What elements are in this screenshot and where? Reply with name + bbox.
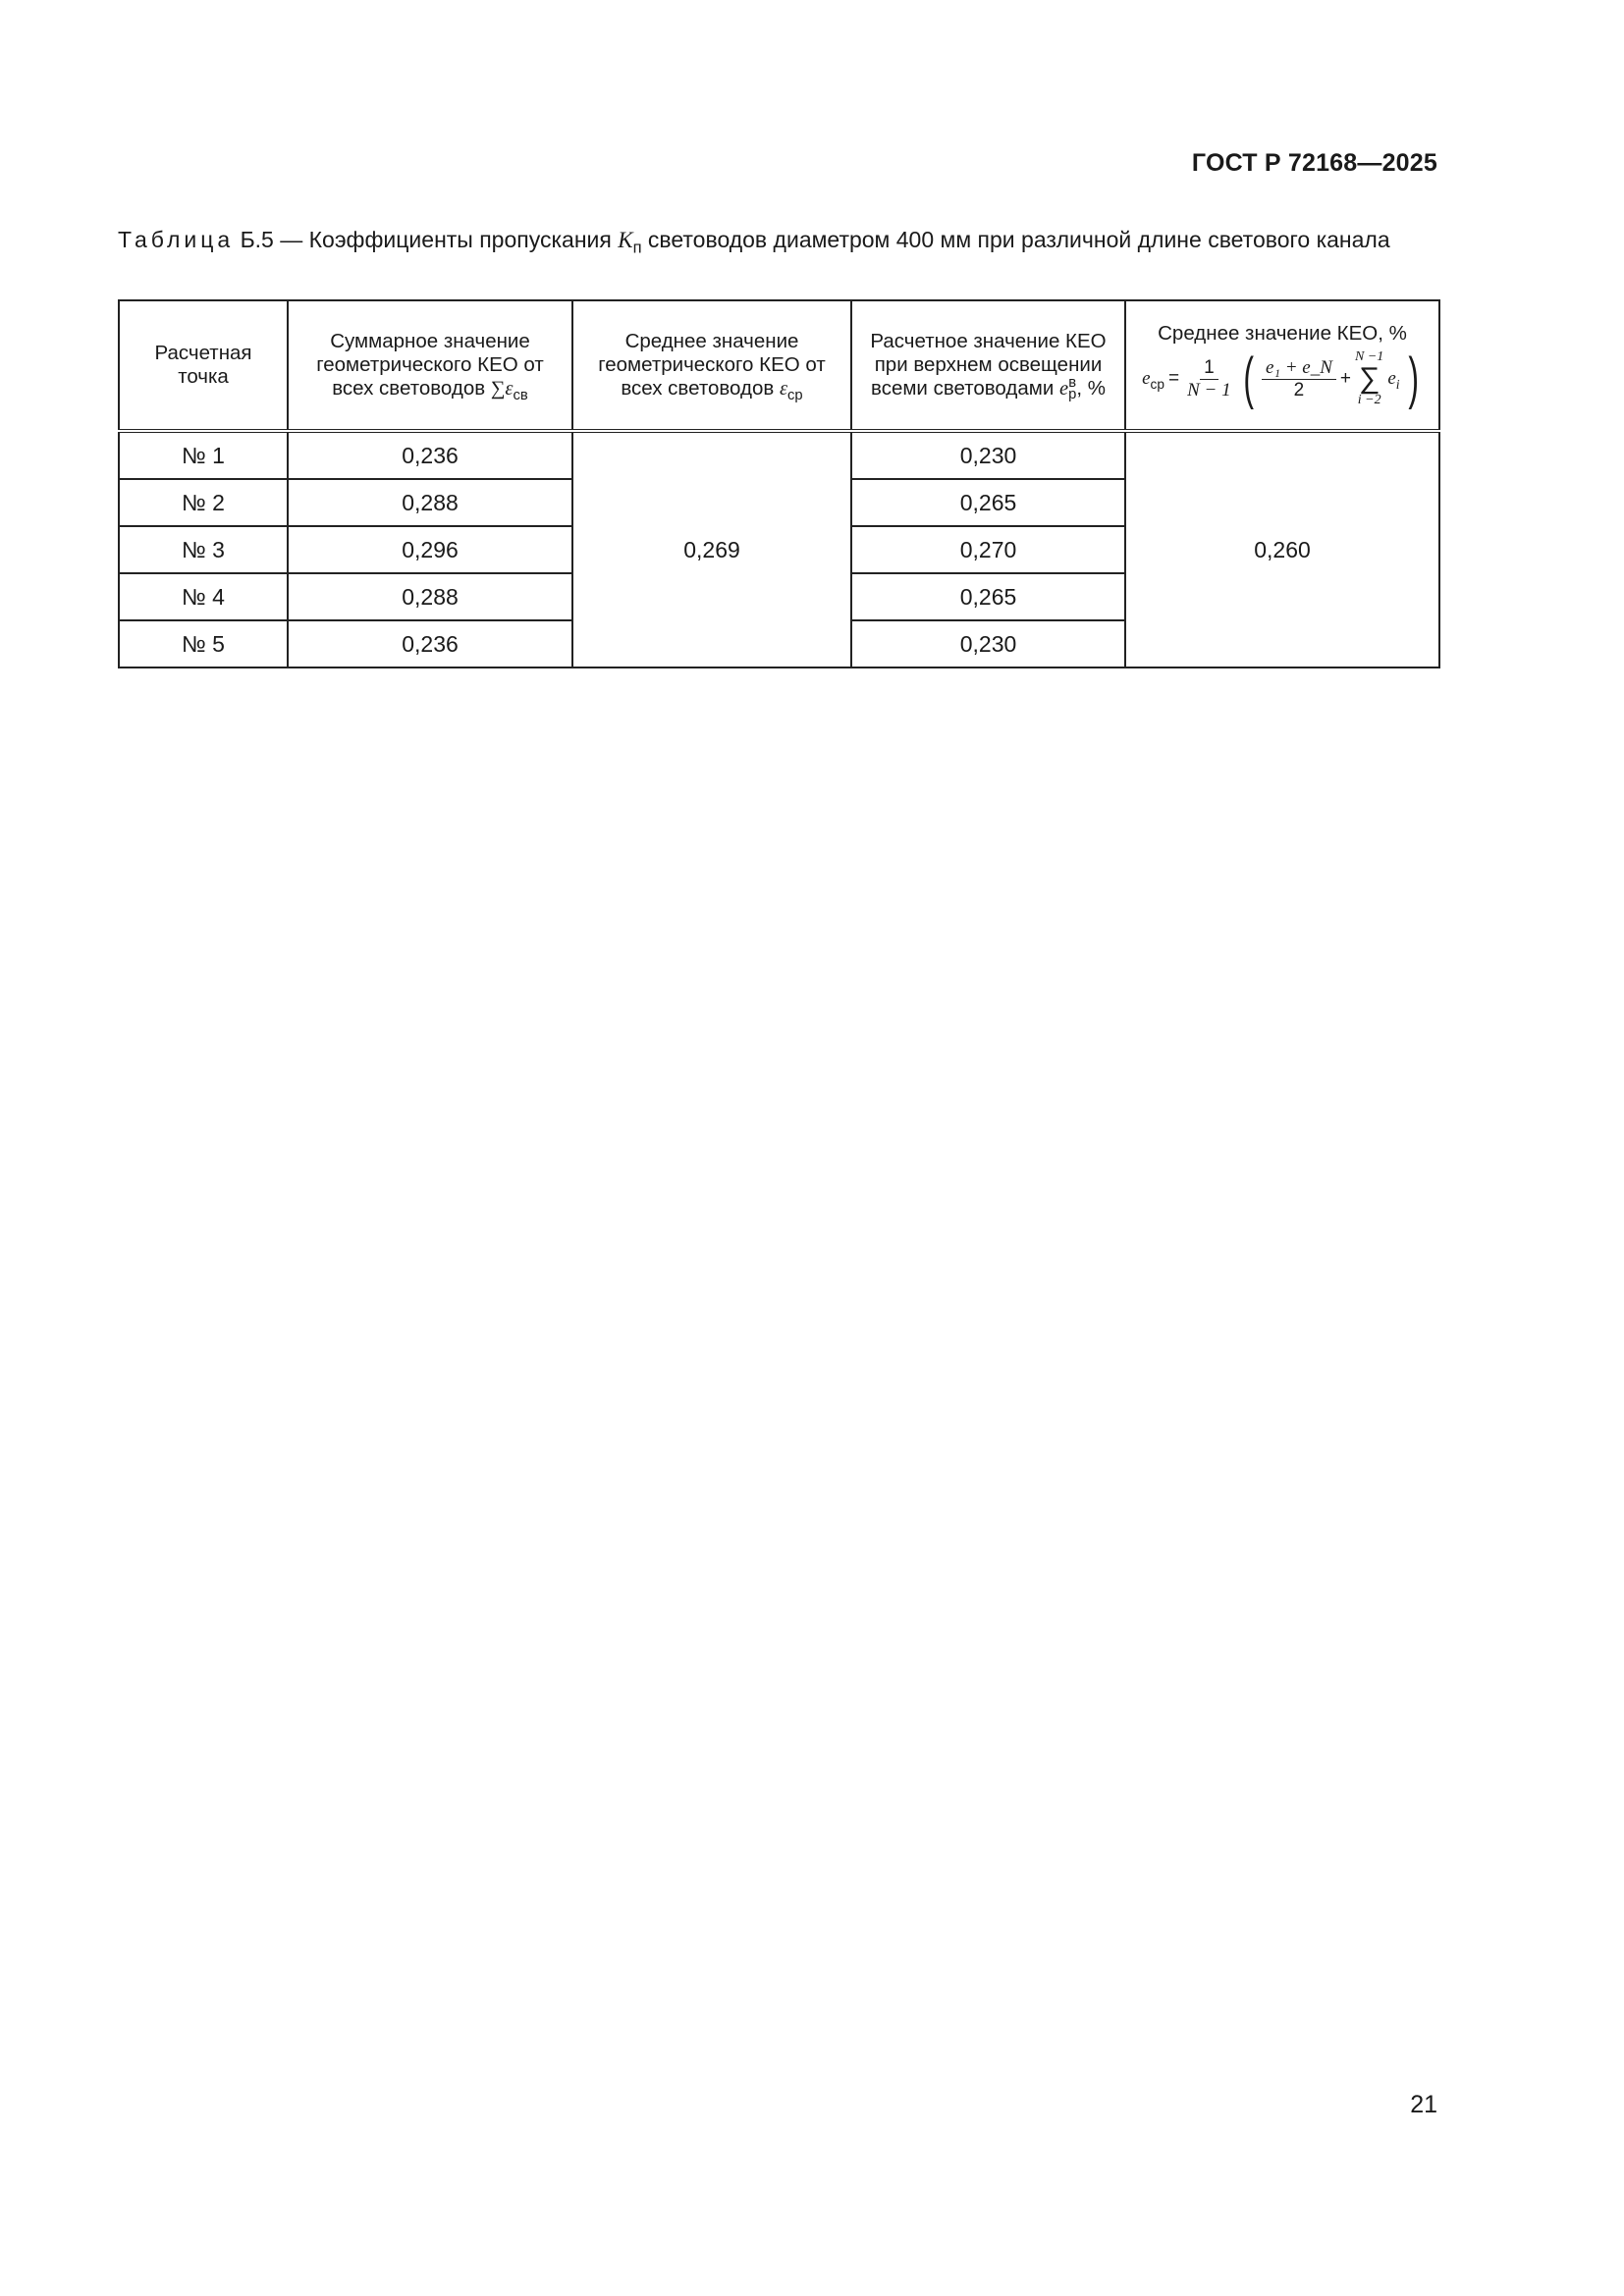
sum-epsilon-symbol: ∑ε bbox=[490, 378, 514, 400]
cell-calc: 0,230 bbox=[851, 431, 1125, 479]
table-row bbox=[119, 431, 1439, 479]
table-header-row bbox=[119, 300, 1439, 431]
header-point: Расчетная точка bbox=[119, 300, 288, 431]
cell-point: № 2 bbox=[119, 479, 288, 526]
cell-calc: 0,265 bbox=[851, 479, 1125, 526]
sum-epsilon-sub: св bbox=[513, 388, 528, 404]
cell-point: № 1 bbox=[119, 431, 288, 479]
caption-symbol: K bbox=[618, 228, 633, 252]
page-number: 21 bbox=[1410, 2091, 1437, 2118]
header-sum-keo: Суммарное значение геометрического КЕО от всех световодов $\sum\varepsilon_{св}$ bbox=[288, 300, 572, 431]
caption-text-before: Б.5 — Коэффициенты пропускания bbox=[234, 227, 619, 252]
transmission-table bbox=[118, 299, 1440, 668]
avg-keo-formula: $e_{ср}$ = $\frac{1}{N - 1}$ ( $\frac{\text{e₁ + e\_N}}{2}$ + N −1 ∑ i −2 $e_i$ ) bbox=[1142, 347, 1419, 410]
cell-sum: 0,236 bbox=[288, 620, 572, 667]
caption-text-after: световодов диаметром 400 мм при различной длине светового канала bbox=[641, 227, 1390, 252]
caption-label: Таблица bbox=[118, 227, 235, 252]
cell-sum: 0,296 bbox=[288, 526, 572, 573]
epsilon-sub: ср bbox=[787, 388, 803, 404]
header-avg-keo: Среднее значение КЕО, % $e_{ср}$ = $\frac{1}{N - 1}$ ( $\frac{\text{e₁ + e\_N}}{2}$ + N −1 ∑ i −2 $e_i$ ) bbox=[1125, 300, 1439, 431]
caption-symbol-sub: п bbox=[632, 238, 642, 257]
header-avg-geometric-keo: Среднее значение геометрического КЕО от всех световодов $\varepsilon_{ср}$ bbox=[572, 300, 851, 431]
e-symbol: e bbox=[1059, 377, 1069, 400]
document-standard-header: ГОСТ Р 72168—2025 bbox=[1191, 149, 1437, 177]
cell-calc: 0,265 bbox=[851, 573, 1125, 620]
right-paren: ) bbox=[1407, 347, 1419, 410]
cell-point: № 3 bbox=[119, 526, 288, 573]
cell-calc: 0,270 bbox=[851, 526, 1125, 573]
header-calc-keo: Расчетное значение КЕО при верхнем освещении всеми световодами e в р , % bbox=[851, 300, 1125, 431]
cell-sum: 0,236 bbox=[288, 431, 572, 479]
e-sub: р bbox=[1068, 387, 1077, 403]
cell-sum: 0,288 bbox=[288, 479, 572, 526]
cell-calc: 0,230 bbox=[851, 620, 1125, 667]
cell-point: № 5 bbox=[119, 620, 288, 667]
cell-avg-geometric: 0,269 bbox=[572, 431, 851, 667]
epsilon-symbol: ε bbox=[779, 378, 788, 400]
cell-avg-keo: 0,260 bbox=[1125, 431, 1439, 667]
e-sup: в bbox=[1068, 375, 1077, 392]
cell-point: № 4 bbox=[119, 573, 288, 620]
left-paren: ( bbox=[1242, 347, 1254, 410]
table-caption bbox=[118, 226, 1443, 257]
cell-sum: 0,288 bbox=[288, 573, 572, 620]
